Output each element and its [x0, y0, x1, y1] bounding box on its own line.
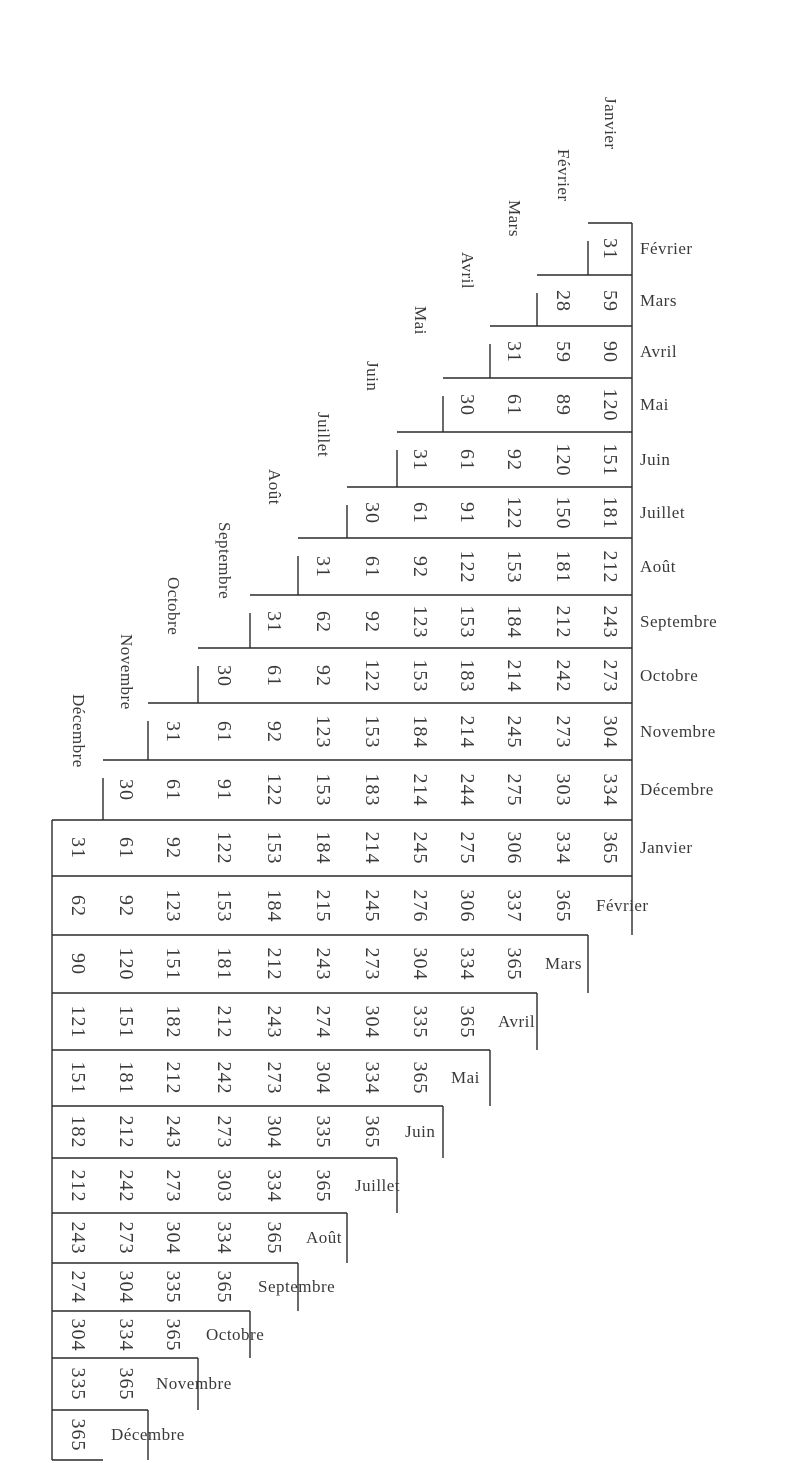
table-cell-value: 214	[361, 831, 383, 865]
table-cell-value: 181	[551, 550, 574, 583]
table-cell-value: 334	[599, 773, 621, 807]
row-month-label: Avril	[640, 342, 678, 361]
column-month-label: Février	[553, 149, 573, 202]
table-cell-value: 275	[455, 831, 478, 865]
table-cell-value: 214	[502, 659, 525, 692]
column-month-label: Décembre	[68, 694, 88, 768]
table-cell-value: 334	[551, 831, 574, 865]
table-cell-value: 181	[114, 1061, 137, 1095]
row-month-label: Juin	[405, 1122, 436, 1141]
table-cell-value: 121	[66, 1005, 89, 1038]
table-cell-value: 212	[162, 1061, 184, 1095]
table-cell-value: 214	[409, 773, 431, 807]
table-cell-value: 212	[114, 1115, 137, 1149]
row-month-label: Septembre	[640, 611, 718, 631]
table-cell-value: 30	[114, 779, 137, 801]
table-cell-value: 123	[162, 889, 184, 922]
table-cell-value: 92	[311, 664, 334, 687]
table-cell-value: 30	[361, 501, 383, 524]
row-month-label: Février	[640, 239, 693, 258]
row-month-label: Décembre	[111, 1425, 185, 1444]
table-cell-value: 244	[455, 773, 478, 807]
table-cell-value: 275	[502, 773, 525, 807]
table-cell-value: 30	[213, 664, 235, 687]
table-cell-value: 365	[66, 1418, 89, 1452]
table-cell-value: 151	[66, 1061, 89, 1095]
table-cell-value: 274	[66, 1270, 89, 1304]
table-cell-value: 303	[213, 1169, 235, 1202]
column-month-label: Septembre	[215, 522, 234, 600]
column-month-label: Août	[265, 469, 284, 505]
table-cell-value: 122	[213, 831, 235, 865]
row-month-label: Janvier	[640, 838, 693, 857]
column-month-label: Janvier	[601, 97, 620, 150]
table-cell-value: 151	[599, 443, 621, 476]
table-cell-value: 151	[162, 947, 184, 981]
table-cell-value: 31	[502, 341, 525, 363]
table-cell-value: 120	[114, 947, 137, 981]
column-month-label: Juin	[363, 361, 382, 392]
table-cell-value: 304	[409, 947, 431, 981]
table-cell-value: 184	[502, 605, 525, 638]
row-month-label: Novembre	[156, 1374, 232, 1393]
table-cell-value: 122	[455, 550, 478, 583]
table-cell-value: 212	[66, 1169, 89, 1202]
table-cell-value: 273	[361, 947, 383, 981]
table-cell-value: 31	[409, 448, 431, 471]
table-cell-value: 184	[263, 889, 285, 922]
table-cell-value: 61	[455, 448, 478, 471]
table-cell-value: 62	[311, 610, 334, 633]
table-cell-value: 212	[551, 605, 574, 638]
row-month-label: Février	[596, 895, 649, 915]
table-cell-value: 153	[213, 889, 235, 922]
table-cell-value: 365	[409, 1061, 431, 1095]
table-cell-value: 61	[409, 501, 431, 524]
table-cell-value: 337	[502, 889, 525, 922]
column-month-label: Avril	[457, 252, 477, 290]
table-cell-value: 123	[311, 715, 334, 748]
table-cell-value: 365	[455, 1005, 478, 1038]
table-cell-value: 273	[162, 1169, 184, 1202]
table-cell-value: 92	[361, 610, 383, 633]
row-month-label: Mai	[640, 395, 669, 414]
table-cell-value: 243	[263, 1005, 285, 1038]
table-cell-value: 365	[311, 1169, 334, 1202]
table-cell-value: 335	[162, 1270, 184, 1304]
table-cell-value: 59	[551, 341, 574, 363]
table-cell-value: 212	[213, 1005, 235, 1038]
table-cell-value: 335	[311, 1115, 334, 1149]
table-cell-value: 304	[263, 1115, 285, 1149]
table-cell-value: 273	[599, 659, 621, 692]
table-cell-value: 153	[311, 773, 334, 807]
table-cell-value: 243	[66, 1221, 89, 1255]
table-cell-value: 153	[455, 605, 478, 638]
column-month-label: Mai	[411, 306, 430, 335]
table-cell-value: 304	[599, 715, 621, 748]
table-cell-value: 120	[599, 388, 621, 422]
table-cell-value: 245	[502, 715, 525, 748]
table-cell-value: 59	[599, 289, 621, 312]
column-month-label: Novembre	[116, 634, 136, 710]
row-month-label: Juillet	[355, 1175, 401, 1195]
table-cell-value: 365	[361, 1115, 383, 1149]
table-cell-value: 335	[66, 1367, 89, 1401]
table-cell-value: 62	[66, 894, 89, 917]
table-cell-value: 335	[409, 1005, 431, 1038]
table-cell-value: 153	[502, 550, 525, 583]
table-cell-value: 90	[66, 953, 89, 975]
table-cell-value: 334	[455, 947, 478, 981]
table-cell-value: 184	[311, 831, 334, 865]
table-cell-value: 365	[213, 1270, 235, 1304]
table-cell-value: 182	[66, 1115, 89, 1149]
table-cell-value: 245	[361, 889, 383, 922]
row-month-label: Juillet	[640, 502, 686, 522]
table-cell-value: 28	[551, 289, 574, 312]
table-cell-value: 365	[263, 1221, 285, 1255]
table-cell-value: 122	[361, 659, 383, 692]
table-cell-value: 92	[114, 894, 137, 917]
row-month-label: Juin	[640, 449, 671, 469]
table-cell-value: 61	[213, 720, 235, 743]
table-cell-value: 122	[263, 773, 285, 807]
table-cell-value: 243	[162, 1115, 184, 1149]
table-cell-value: 304	[162, 1221, 184, 1255]
table-cell-value: 365	[599, 831, 621, 865]
table-cell-value: 273	[263, 1061, 285, 1095]
row-month-label: Septembre	[258, 1277, 336, 1296]
table-cell-value: 120	[551, 443, 574, 476]
table-cell-value: 245	[409, 831, 431, 865]
table-cell-value: 92	[409, 555, 431, 578]
table-cell-value: 150	[551, 496, 574, 529]
table-cell-value: 242	[114, 1169, 137, 1202]
table-cell-value: 242	[213, 1061, 235, 1095]
table-cell-value: 212	[599, 550, 621, 583]
table-cell-value: 92	[263, 720, 285, 743]
table-cell-value: 334	[114, 1318, 137, 1351]
table-cell-value: 91	[213, 779, 235, 801]
row-month-label: Mai	[451, 1068, 480, 1087]
table-cell-value: 61	[114, 837, 137, 859]
row-month-label: Avril	[498, 1011, 536, 1031]
table-cell-value: 61	[502, 394, 525, 416]
table-cell-value: 273	[551, 715, 574, 748]
table-cell-value: 183	[455, 659, 478, 692]
column-month-label: Octobre	[164, 577, 183, 636]
table-cell-value: 151	[114, 1005, 137, 1038]
table-cell-value: 304	[66, 1318, 89, 1351]
table-cell-value: 153	[409, 659, 431, 692]
table-cell-value: 31	[311, 555, 334, 578]
table-cell-value: 123	[409, 605, 431, 638]
table-cell-value: 61	[361, 555, 383, 578]
table-cell-value: 31	[66, 837, 89, 859]
table-cell-value: 122	[502, 496, 525, 529]
row-month-label: Octobre	[640, 665, 699, 685]
table-cell-value: 334	[361, 1061, 383, 1095]
table-cell-value: 183	[361, 773, 383, 807]
row-month-label: Novembre	[640, 721, 716, 741]
table-cell-value: 91	[455, 501, 478, 524]
table-cell-value: 31	[599, 238, 621, 260]
table-cell-value: 90	[599, 341, 621, 363]
table-cell-value: 215	[311, 889, 334, 922]
table-cell-value: 181	[599, 496, 621, 529]
table-cell-value: 243	[311, 947, 334, 981]
table-cell-value: 306	[502, 831, 525, 865]
table-cell-value: 30	[455, 394, 478, 416]
table-cell-value: 184	[409, 715, 431, 748]
table-cell-value: 31	[263, 610, 285, 633]
table-cell-value: 334	[263, 1169, 285, 1202]
table-cell-value: 365	[502, 947, 525, 981]
row-month-label: Mars	[545, 954, 582, 973]
table-cell-value: 273	[213, 1115, 235, 1149]
table-cell-value: 365	[114, 1367, 137, 1401]
table-cell-value: 92	[162, 837, 184, 859]
table-cell-value: 304	[361, 1005, 383, 1038]
row-month-label: Décembre	[640, 780, 714, 799]
table-cell-value: 365	[162, 1318, 184, 1351]
table-cell-value: 243	[599, 605, 621, 638]
table-cell-value: 304	[311, 1061, 334, 1095]
table-cell-value: 181	[213, 947, 235, 981]
table-cell-value: 274	[311, 1005, 334, 1038]
table-cell-value: 214	[455, 715, 478, 748]
table-cell-value: 89	[551, 394, 574, 416]
table-cell-value: 153	[263, 831, 285, 865]
table-cell-value: 153	[361, 715, 383, 748]
table-cell-value: 212	[263, 947, 285, 981]
table-cell-value: 61	[263, 664, 285, 687]
row-month-label: Octobre	[206, 1324, 265, 1344]
column-month-label: Juillet	[313, 412, 333, 458]
table-cell-value: 31	[162, 720, 184, 743]
row-month-label: Mars	[640, 290, 677, 310]
row-month-label: Août	[306, 1228, 342, 1247]
table-cell-value: 182	[162, 1005, 184, 1038]
column-month-label: Mars	[504, 200, 524, 237]
table-cell-value: 273	[114, 1221, 137, 1255]
table-cell-value: 303	[551, 773, 574, 807]
table-cell-value: 306	[455, 889, 478, 922]
table-cell-value: 334	[213, 1221, 235, 1255]
table-cell-value: 276	[409, 889, 431, 922]
table-cell-value: 242	[551, 659, 574, 692]
row-month-label: Août	[640, 556, 676, 576]
table-cell-value: 365	[551, 889, 574, 922]
table-cell-value: 61	[162, 779, 184, 801]
table-cell-value: 304	[114, 1270, 137, 1304]
table-cell-value: 92	[502, 448, 525, 471]
